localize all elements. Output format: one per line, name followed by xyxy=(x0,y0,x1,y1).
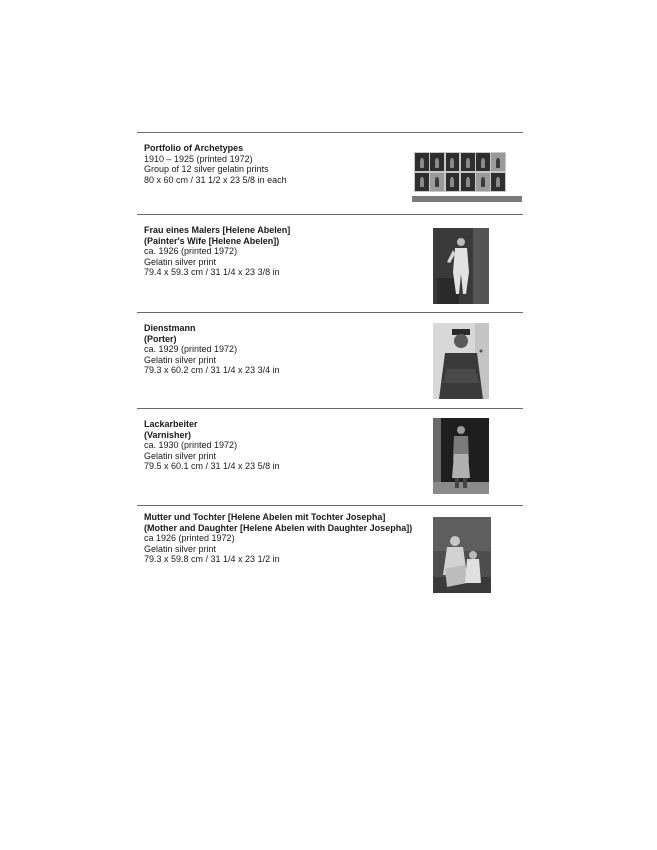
artwork-photo xyxy=(433,323,489,399)
artwork-date: ca. 1926 (printed 1972) xyxy=(144,246,238,257)
artwork-date: ca. 1929 (printed 1972) xyxy=(144,344,238,355)
portfolio-thumbnail-grid xyxy=(414,152,506,192)
portrait-thumbnail xyxy=(476,173,490,191)
artwork-dimensions: 79.4 x 59.3 cm / 31 1/4 x 23 3/8 in xyxy=(144,267,280,278)
artwork-caption xyxy=(144,143,424,185)
artwork-caption xyxy=(144,419,424,472)
artwork-entry-portfolio xyxy=(137,132,523,215)
artwork-entry-mother-and-daughter xyxy=(137,505,523,606)
artwork-date: ca. 1930 (printed 1972) xyxy=(144,440,238,451)
artwork-dimensions: 80 x 60 cm / 31 1/2 x 23 5/8 in each xyxy=(144,174,287,185)
artwork-title: Lackarbeiter xyxy=(144,419,198,429)
artwork-title-translation: (Mother and Daughter [Helene Abelen with Daughter Josepha]) xyxy=(144,522,413,533)
artwork-photo xyxy=(433,418,489,494)
artwork-medium: Gelatin silver print xyxy=(144,543,217,554)
artwork-title: Mutter und Tochter [Helene Abelen mit Tochter Josepha] xyxy=(144,512,386,522)
portrait-thumbnail xyxy=(415,173,429,191)
artwork-caption xyxy=(144,323,424,376)
portrait-thumbnail xyxy=(491,153,505,171)
artwork-photo xyxy=(433,228,489,304)
portrait-thumbnail xyxy=(491,173,505,191)
artwork-title: Dienstmann xyxy=(144,323,196,333)
artwork-title: Frau eines Malers [Helene Abelen] xyxy=(144,225,291,235)
artwork-date: ca 1926 (printed 1972) xyxy=(144,533,235,544)
portrait-thumbnail xyxy=(476,153,490,171)
seated-porter-photo xyxy=(433,323,489,399)
artwork-dimensions: 79.3 x 59.8 cm / 31 1/4 x 23 1/2 in xyxy=(144,554,280,565)
artwork-title-translation: (Porter) xyxy=(144,333,177,344)
artwork-caption xyxy=(144,512,444,565)
portrait-thumbnail xyxy=(430,173,444,191)
standing-varnisher-photo xyxy=(433,418,489,494)
portrait-thumbnail xyxy=(446,173,460,191)
artwork-title: Portfolio of Archetypes xyxy=(144,143,244,153)
portrait-thumbnail xyxy=(446,153,460,171)
artwork-caption xyxy=(144,225,424,278)
artwork-entry-porter xyxy=(137,312,523,409)
portrait-thumbnail xyxy=(415,153,429,171)
mother-and-daughter-photo xyxy=(433,517,491,593)
portfolio-shadow-bar xyxy=(412,196,522,202)
artwork-entry-painters-wife xyxy=(137,214,523,313)
artwork-title-translation: (Painter's Wife [Helene Abelen]) xyxy=(144,235,280,246)
artwork-medium: Group of 12 silver gelatin prints xyxy=(144,164,269,175)
artwork-dimensions: 79.3 x 60.2 cm / 31 1/4 x 23 3/4 in xyxy=(144,365,280,376)
portrait-thumbnail xyxy=(430,153,444,171)
artwork-medium: Gelatin silver print xyxy=(144,256,217,267)
portrait-thumbnail xyxy=(461,153,475,171)
artwork-photo xyxy=(433,517,491,593)
artwork-medium: Gelatin silver print xyxy=(144,450,217,461)
artwork-entry-varnisher xyxy=(137,408,523,506)
artwork-dimensions: 79.5 x 60.1 cm / 31 1/4 x 23 5/8 in xyxy=(144,461,280,472)
artwork-medium: Gelatin silver print xyxy=(144,354,217,365)
standing-woman-photo xyxy=(433,228,489,304)
artwork-date: 1910 – 1925 (printed 1972) xyxy=(144,153,253,164)
portrait-thumbnail xyxy=(461,173,475,191)
artwork-title-translation: (Varnisher) xyxy=(144,429,192,440)
